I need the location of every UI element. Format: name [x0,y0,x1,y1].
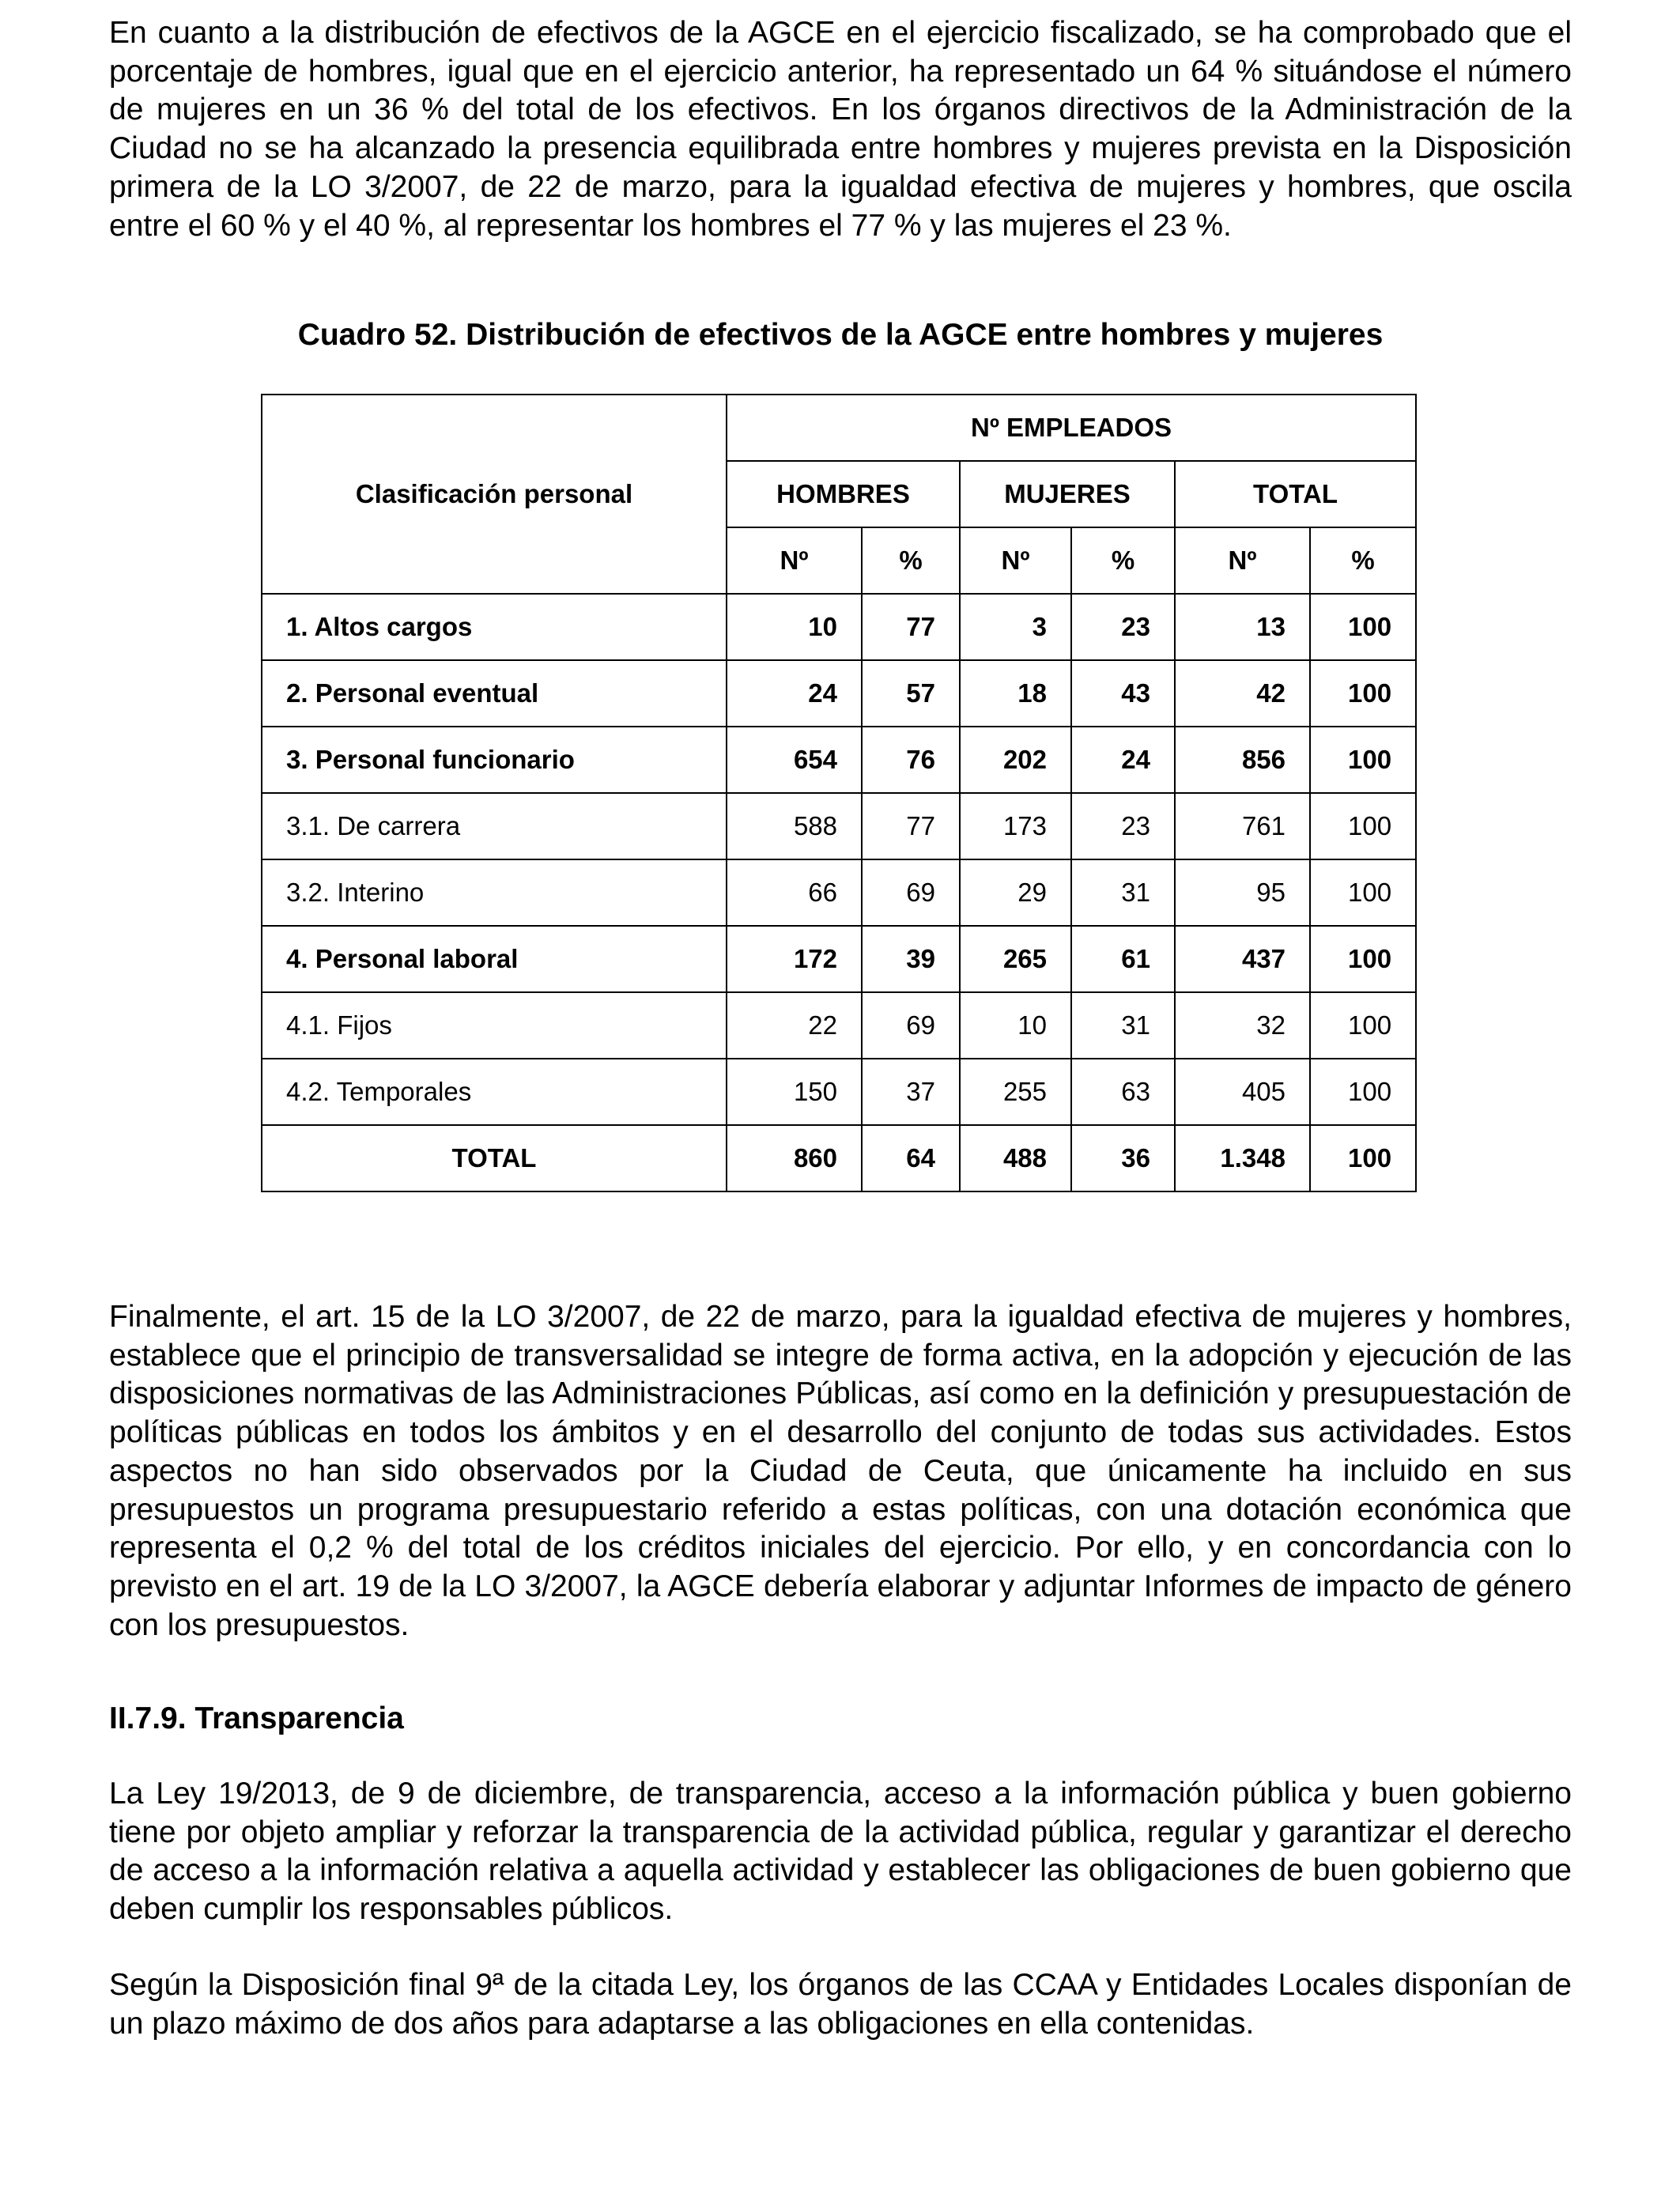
paragraph-intro: En cuanto a la distribución de efectivos de la AGCE en el ejercicio fiscalizado, se ha comprobado que el porcentaje de hombres, igual que en el ejercicio anterior, ha representado un 64 % situándose el número de mujeres en un 36 % del total de los efectivos. En los órganos directivos de la Administración de la Ciudad no se ha alcanzado la presencia equilibrada entre hombres y mujeres prevista en la Disposición primera de la LO 3/2007, de 22 de marzo, para la igualdad efectiva de mujeres y hombres, que oscila entre el 60 % y el 40 %, al representar los hombres el 77 % y las mujeres el 23 %. [109,16,1572,243]
women-count: 255 [960,1059,1071,1125]
header-total-pct: % [1310,527,1416,594]
men-percent: 77 [862,793,960,859]
men-percent: 69 [862,992,960,1059]
paragraph-segun: Según la Disposición final 9ª de la citada Ley, los órganos de las CCAA y Entidades Locales disponían de un plazo máximo de dos años para adaptarse a las obligaciones en ella contenidas. [109,1968,1572,2041]
header-employees: Nº EMPLEADOS [727,395,1416,461]
paragraph-ley: La Ley 19/2013, de 9 de diciembre, de transparencia, acceso a la información pública y buen gobierno tiene por objeto ampliar y reforzar la transparencia de la actividad pública, regular y garantizar el derecho de acceso a la información relativa a aquella actividad y establecer las obligaciones de buen gobierno que deben cumplir los responsables públicos. [109,1777,1572,1927]
row-label: 3.1. De carrera [262,793,727,859]
table-row [262,660,1416,727]
men-count: 172 [727,926,862,992]
total-count: 42 [1175,660,1310,727]
men-percent: 37 [862,1059,960,1125]
total-count: 437 [1175,926,1310,992]
row-label: 3. Personal funcionario [262,727,727,793]
table-row [262,992,1416,1059]
women-percent: 63 [1071,1059,1175,1125]
men-count: 654 [727,727,862,793]
men-count: 24 [727,660,862,727]
header-total-num: Nº [1175,527,1310,594]
table-row [262,926,1416,992]
women-percent: 43 [1071,660,1175,727]
row-label: 4.1. Fijos [262,992,727,1059]
table-row-total [262,1125,1416,1191]
table-caption: Cuadro 52. Distribución de efectivos de la AGCE entre hombres y mujeres [297,318,1384,352]
total-percent: 100 [1310,793,1416,859]
table-row [262,727,1416,793]
total-count: 761 [1175,793,1310,859]
section-heading: II.7.9. Transparencia [109,1701,404,1735]
women-count: 29 [960,859,1071,926]
men-percent: 69 [862,859,960,926]
table-row [262,594,1416,660]
total-percent: 100 [1310,926,1416,992]
table-row [262,859,1416,926]
women-count: 10 [960,992,1071,1059]
men-percent: 64 [862,1125,960,1191]
table-row [262,793,1416,859]
header-row-1 [262,395,1416,461]
men-percent: 77 [862,594,960,660]
women-percent: 36 [1071,1125,1175,1191]
women-percent: 31 [1071,992,1175,1059]
header-men-pct: % [862,527,960,594]
row-label: 2. Personal eventual [262,660,727,727]
header-men-num: Nº [727,527,862,594]
header-women: MUJERES [960,461,1175,527]
header-classification: Clasificación personal [262,395,727,594]
men-count: 588 [727,793,862,859]
total-percent: 100 [1310,1059,1416,1125]
men-percent: 57 [862,660,960,727]
row-label: 4.2. Temporales [262,1059,727,1125]
women-percent: 23 [1071,793,1175,859]
staff-distribution-table [261,394,1417,1192]
women-percent: 24 [1071,727,1175,793]
total-count: 856 [1175,727,1310,793]
women-count: 3 [960,594,1071,660]
total-count: 13 [1175,594,1310,660]
header-women-num: Nº [960,527,1071,594]
women-percent: 23 [1071,594,1175,660]
total-percent: 100 [1310,1125,1416,1191]
row-label: 1. Altos cargos [262,594,727,660]
women-count: 488 [960,1125,1071,1191]
paragraph-finalmente: Finalmente, el art. 15 de la LO 3/2007, de 22 de marzo, para la igualdad efectiva de mujeres y hombres, establece que el principio de transversalidad se integre de forma activa, en la adopción y ejecución de las disposiciones normativas de las Administraciones Públicas, así como en la definición y presupuestación de políticas públicas en todos los ámbitos y en el desarrollo del conjunto de todas sus actividades. Estos aspectos no han sido observados por la Ciudad de Ceuta, que únicamente ha incluido en sus presupuestos un programa presupuestario referido a estas políticas, con una dotación económica que representa el 0,2 % del total de los créditos iniciales del ejercicio. Por ello, y en concordancia con lo previsto en el art. 19 de la LO 3/2007, la AGCE debería elaborar y adjuntar Informes de impacto de género con los presupuestos. [109,1300,1572,1642]
row-label: TOTAL [262,1125,727,1191]
total-percent: 100 [1310,727,1416,793]
women-count: 202 [960,727,1071,793]
total-count: 1.348 [1175,1125,1310,1191]
row-label: 4. Personal laboral [262,926,727,992]
total-count: 95 [1175,859,1310,926]
men-count: 10 [727,594,862,660]
table-row [262,1059,1416,1125]
men-count: 22 [727,992,862,1059]
women-count: 265 [960,926,1071,992]
header-women-pct: % [1071,527,1175,594]
header-men: HOMBRES [727,461,960,527]
total-percent: 100 [1310,992,1416,1059]
total-percent: 100 [1310,594,1416,660]
women-percent: 31 [1071,859,1175,926]
women-count: 18 [960,660,1071,727]
men-percent: 76 [862,727,960,793]
men-count: 860 [727,1125,862,1191]
total-count: 32 [1175,992,1310,1059]
total-percent: 100 [1310,859,1416,926]
total-count: 405 [1175,1059,1310,1125]
men-percent: 39 [862,926,960,992]
total-percent: 100 [1310,660,1416,727]
header-total: TOTAL [1175,461,1416,527]
row-label: 3.2. Interino [262,859,727,926]
women-percent: 61 [1071,926,1175,992]
men-count: 66 [727,859,862,926]
men-count: 150 [727,1059,862,1125]
women-count: 173 [960,793,1071,859]
